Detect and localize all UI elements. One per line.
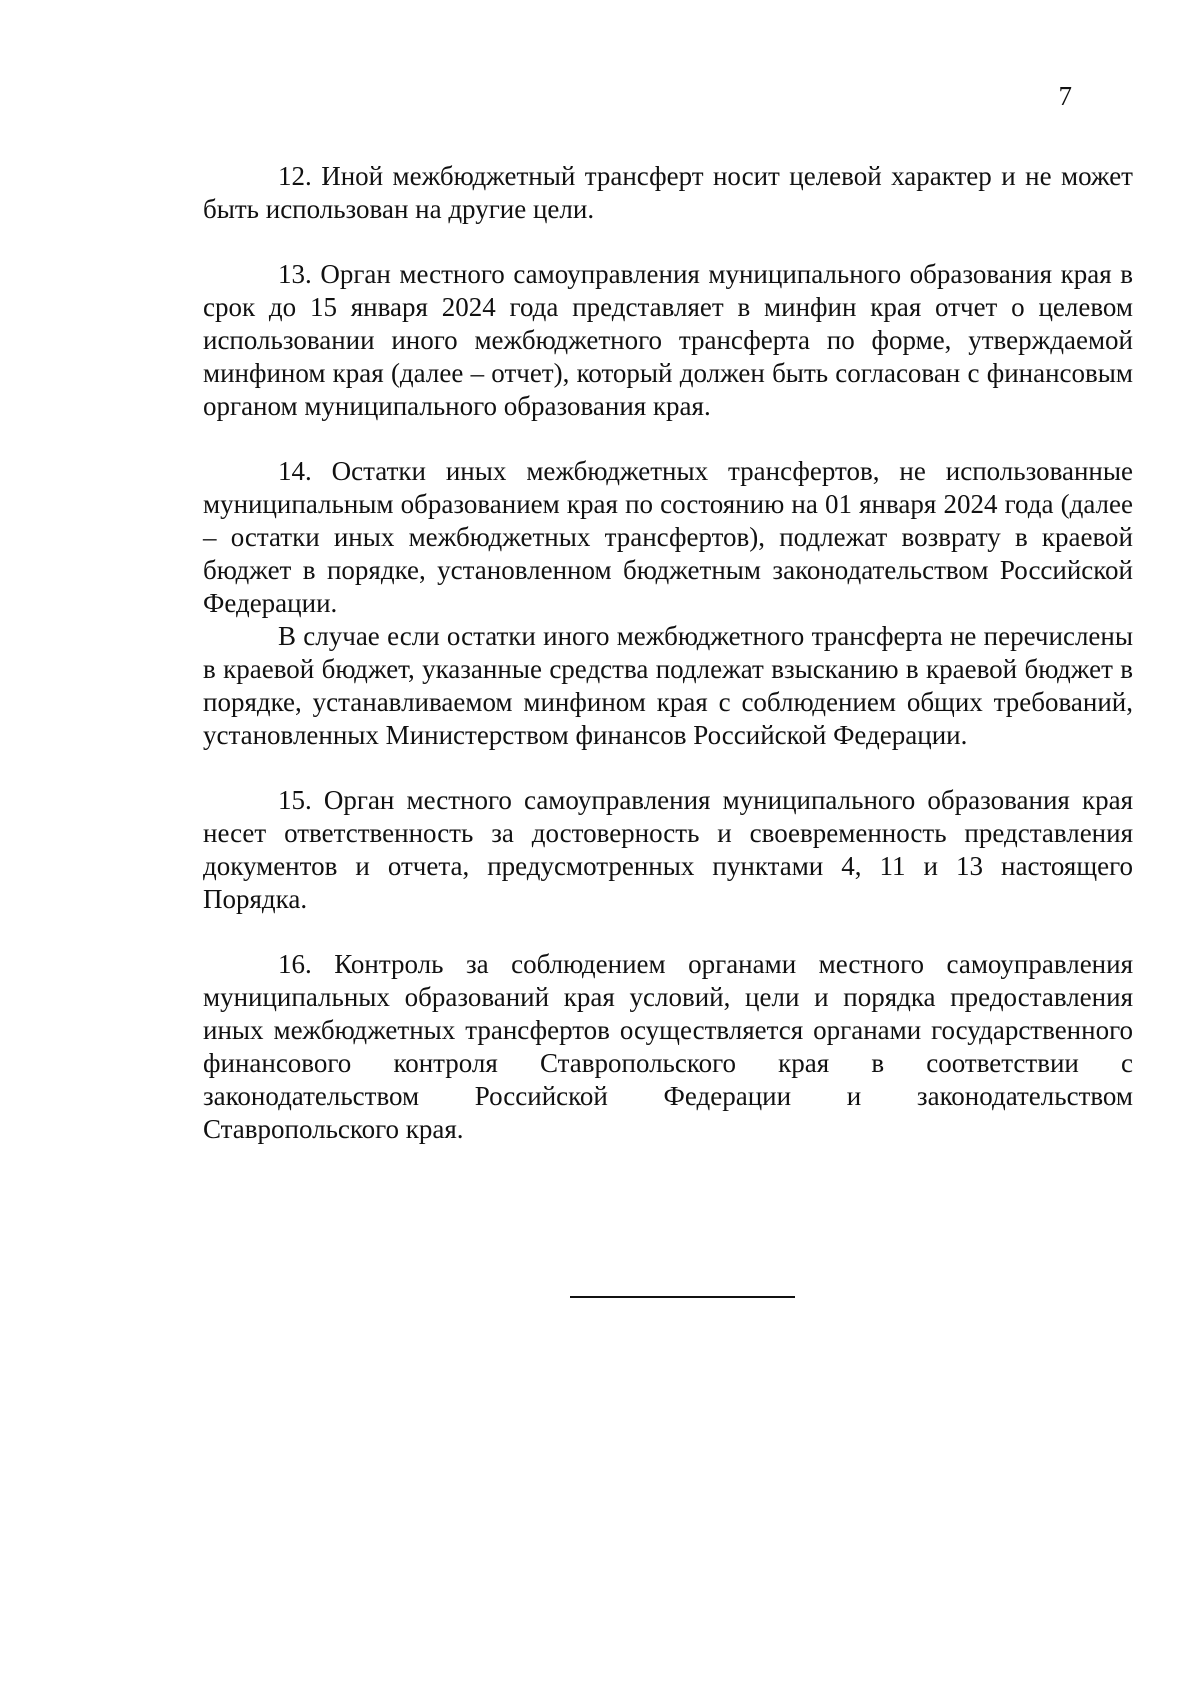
end-of-document-rule xyxy=(570,1296,795,1298)
paragraph-13: 13. Орган местного самоуправления муниципального образования края в срок до 15 января 2024 года представляет в минфин края отчет о целевом использовании иного межбюджетного трансферта по форме, утверждаемой минфином края (далее – отчет), который должен быть согласован с финансовым органом муниципального образования края. xyxy=(203,259,1133,421)
paragraph-14: 14. Остатки иных межбюджетных трансфертов, не использованные муниципальным образованием края по состоянию на 01 января 2024 года (далее – остатки иных межбюджетных трансфертов), подлежат возврату в краевой бюджет в порядке, установленном бюджетным законодательством Российской Федерации. xyxy=(203,456,1133,618)
paragraph-12: 12. Иной межбюджетный трансферт носит целевой характер и не может быть использован на другие цели. xyxy=(203,161,1133,224)
page-number: 7 xyxy=(1058,81,1072,111)
document-body xyxy=(203,160,1133,1146)
paragraph-14-continued: В случае если остатки иного межбюджетного трансферта не перечислены в краевой бюджет, указанные средства подлежат взысканию в краевой бюджет в порядке, устанавливаемом минфином края с соблюдением общих требований, установленных Министерством финансов Российской Федерации. xyxy=(203,621,1133,750)
paragraph-15: 15. Орган местного самоуправления муниципального образования края несет ответственность за достоверность и своевременность представления документов и отчета, предусмотренных пунктами 4, 11 и 13 настоящего Порядка. xyxy=(203,785,1133,914)
paragraph-16: 16. Контроль за соблюдением органами местного самоуправления муниципальных образований края условий, цели и порядка предоставления иных межбюджетных трансфертов осуществляется органами государственного финансового контроля Ставропольского края в соответствии с законодательством Российской Федерации и законодательством Ставропольского края. xyxy=(203,949,1133,1144)
